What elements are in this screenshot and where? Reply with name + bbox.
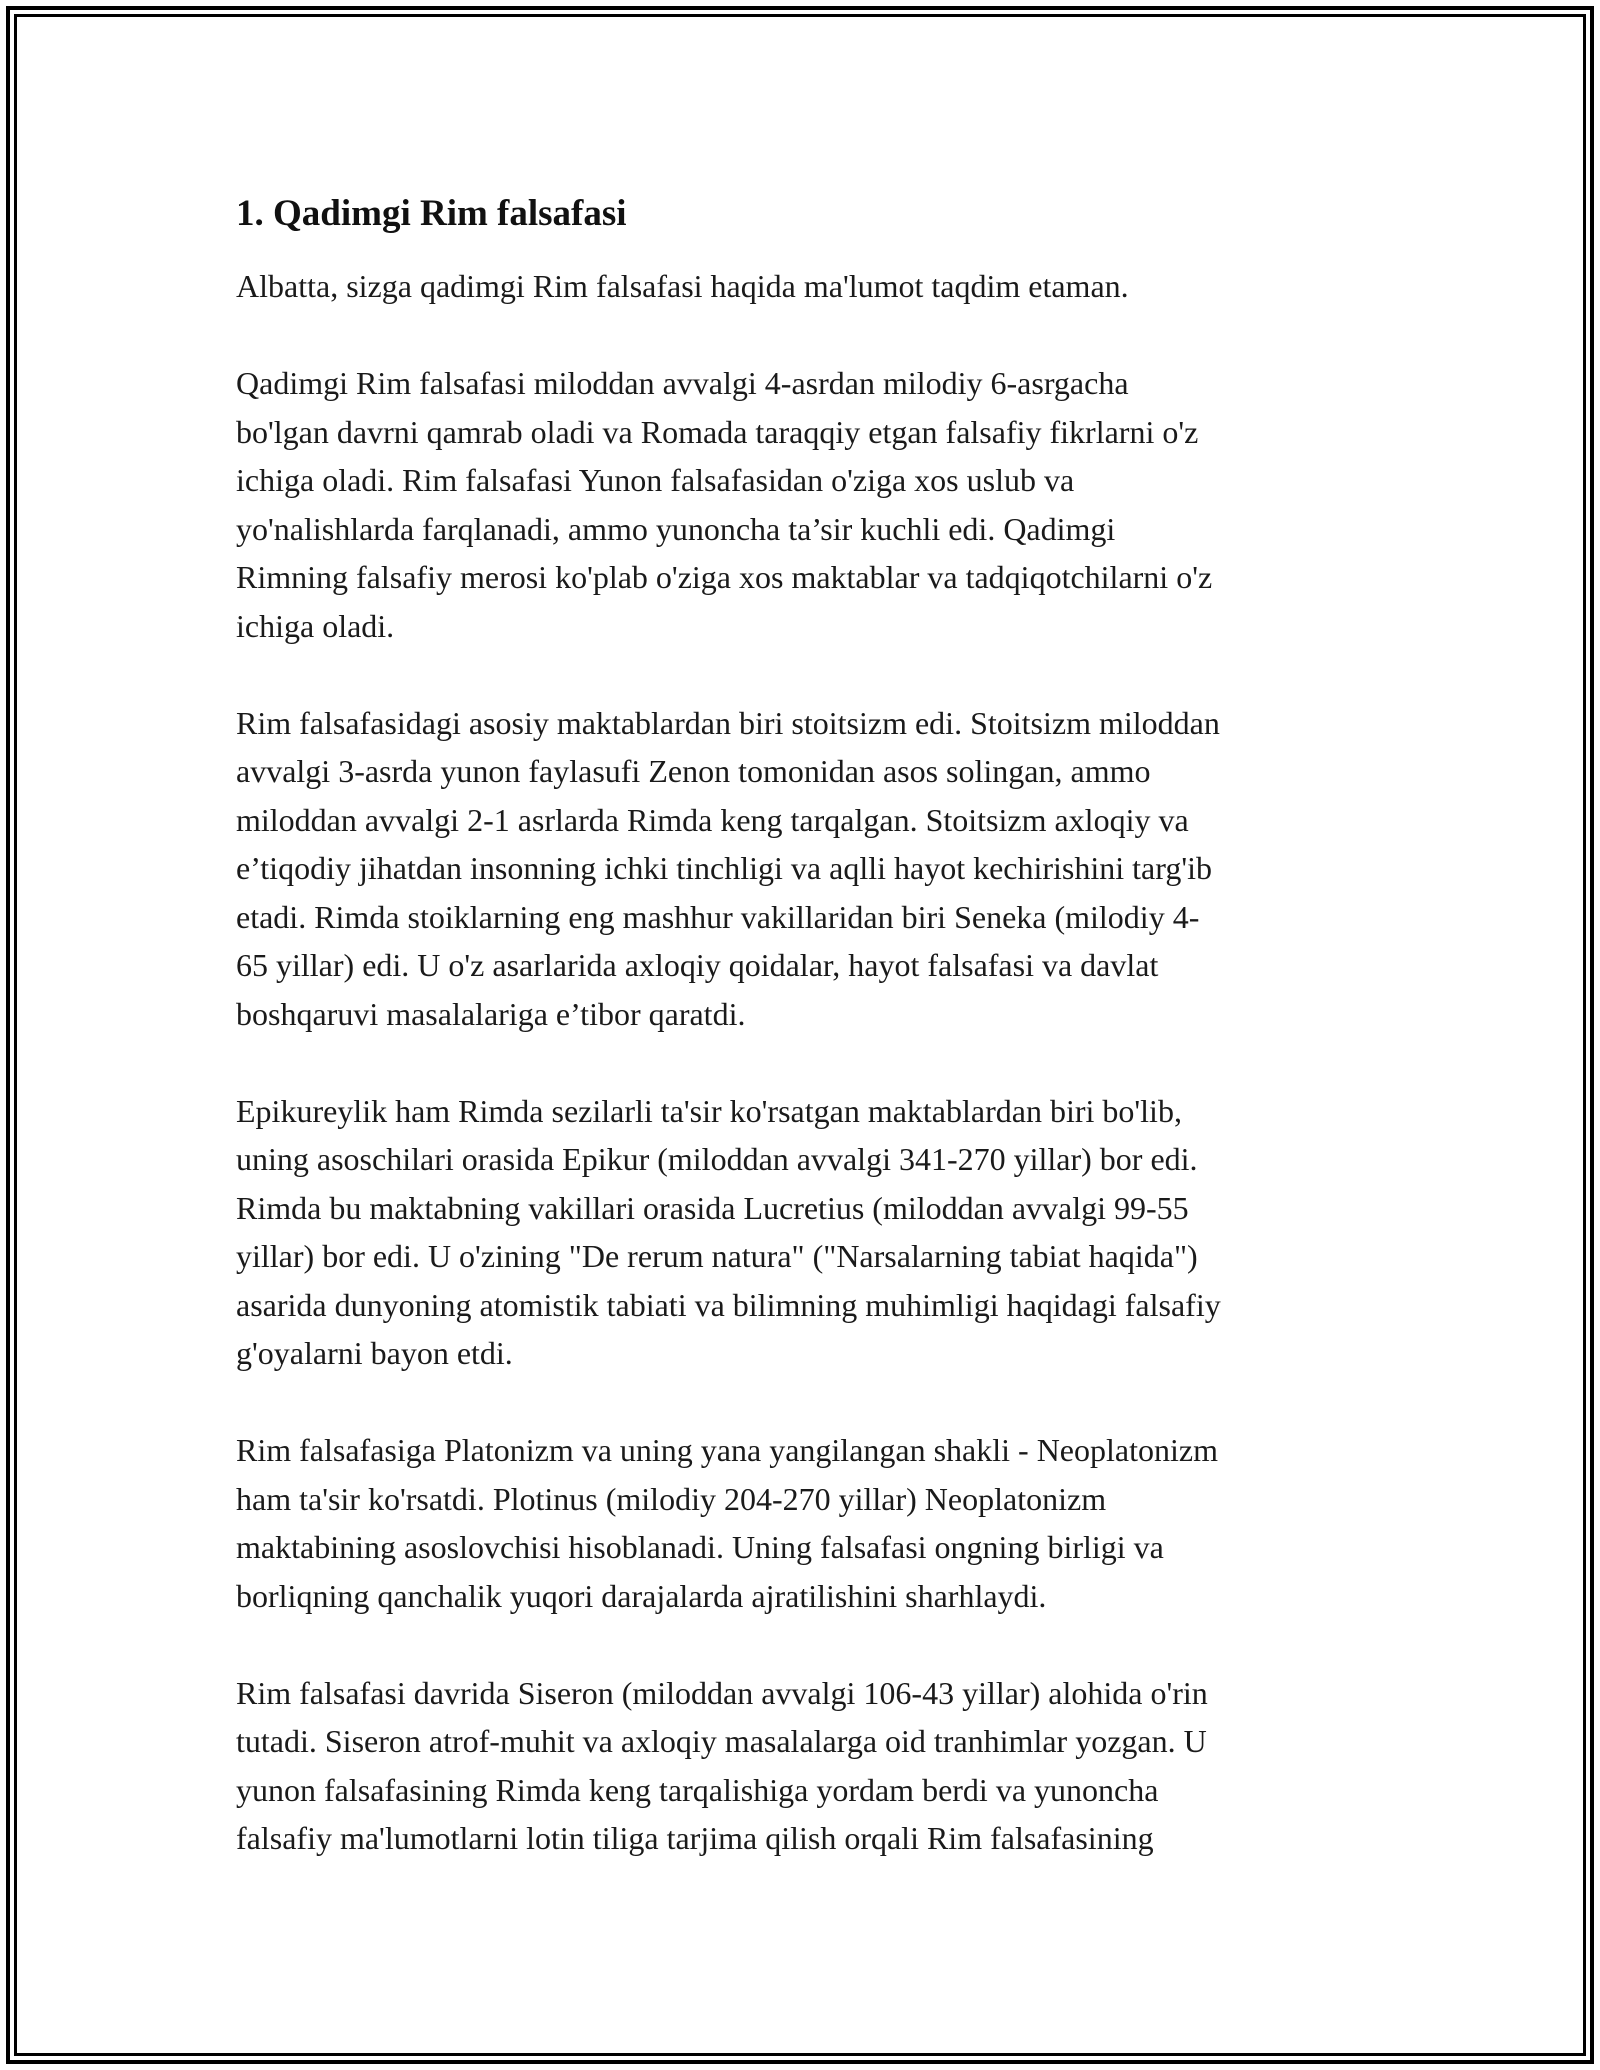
intro-paragraph: Albatta, sizga qadimgi Rim falsafasi haqida ma'lumot taqdim etaman.: [236, 268, 1129, 304]
text-line: miloddan avvalgi 2-1 asrlarda Rimda keng tarqalgan. Stoitsizm axloqiy va: [236, 801, 1189, 838]
text-line: Epikureylik ham Rimda sezilarli ta'sir ko'rsatgan maktablardan biri bo'lib,: [236, 1092, 1182, 1129]
text-line: Qadimgi Rim falsafasi miloddan avvalgi 4-asrdan milodiy 6-asrgacha: [236, 365, 1129, 401]
paragraph-spacer: [236, 1378, 1376, 1427]
paragraph-spacer: [236, 1620, 1376, 1669]
text-line: borliqning qanchalik yuqori darajalarda ajratilishini sharhlaydi.: [236, 1577, 1047, 1614]
text-line: tutadi. Siseron atrof-muhit va axloqiy masalalarga oid tranhimlar yozgan. U: [236, 1723, 1207, 1759]
paragraph-list: [236, 359, 1376, 1863]
text-line: bo'lgan davrni qamrab oladi va Romada taraqqiy etgan falsafiy fikrlarni o'z: [236, 413, 1199, 450]
paragraph: [236, 699, 1376, 1039]
paragraph: [236, 1087, 1376, 1378]
text-line: maktabining asoslovchisi hisoblanadi. Uning falsafasi ongning birligi va: [236, 1529, 1164, 1565]
text-line: ham ta'sir ko'rsatdi. Plotinus (milodiy 204-270 yillar) Neoplatonizm: [236, 1480, 1107, 1517]
text-line: Rim falsafasidagi asosiy maktablardan biri stoitsizm edi. Stoitsizm miloddan: [236, 704, 1220, 741]
text-line: uning asoschilari orasida Epikur (miloddan avvalgi 341-270 yillar) bor edi.: [236, 1141, 1198, 1177]
paragraph-spacer: [236, 650, 1376, 699]
text-line: falsafiy ma'lumotlarni lotin tiliga tarjima qilish orqali Rim falsafasining: [236, 1820, 1154, 1856]
text-line: yo'nalishlarda farqlanadi, ammo yunoncha ta’sir kuchli edi. Qadimgi: [236, 510, 1116, 547]
text-line: Rim falsafasiga Platonizm va uning yana yangilangan shakli - Neoplatonizm: [236, 1432, 1218, 1468]
text-line: Rimning falsafiy merosi ko'plab o'ziga xos maktablar va tadqiqotchilarni o'z: [236, 559, 1213, 595]
paragraph: [236, 359, 1376, 650]
text-line: yillar) bor edi. U o'zining "De rerum natura" ("Narsalarning tabiat haqida"): [236, 1238, 1198, 1274]
text-line: ichiga oladi.: [236, 607, 395, 644]
paragraph: [236, 1669, 1376, 1863]
text-line: boshqaruvi masalalariga e’tibor qaratdi.: [236, 995, 746, 1032]
text-line: Rim falsafasi davrida Siseron (miloddan avvalgi 106-43 yillar) alohida o'rin: [236, 1674, 1208, 1711]
text-line: ichiga oladi. Rim falsafasi Yunon falsafasidan o'ziga xos uslub va: [236, 462, 1075, 498]
paragraph-spacer: [236, 311, 1376, 360]
text-line: g'oyalarni bayon etdi.: [236, 1335, 513, 1371]
text-line: 65 yillar) edi. U o'z asarlarida axloqiy qoidalar, hayot falsafasi va davlat: [236, 947, 1159, 983]
text-line: etadi. Rimda stoiklarning eng mashhur vakillaridan biri Seneka (milodiy 4-: [236, 898, 1200, 935]
paragraph-spacer: [236, 1038, 1376, 1087]
paragraph: [236, 1426, 1376, 1620]
document-body: [236, 188, 1376, 1863]
text-line: avvalgi 3-asrda yunon faylasufi Zenon tomonidan asos solingan, ammo: [236, 753, 1151, 789]
page-title: 1. Qadimgi Rim falsafasi: [236, 193, 627, 234]
text-line: yunon falsafasining Rimda keng tarqalishiga yordam berdi va yunoncha: [236, 1771, 1159, 1808]
text-line: e’tiqodiy jihatdan insonning ichki tinchligi va aqlli hayot kechirishini targ'ib: [236, 850, 1212, 886]
text-line: asarida dunyoning atomistik tabiati va bilimning muhimligi haqidagi falsafiy: [236, 1286, 1221, 1323]
text-line: Rimda bu maktabning vakillari orasida Lucretius (miloddan avvalgi 99-55: [236, 1189, 1189, 1226]
